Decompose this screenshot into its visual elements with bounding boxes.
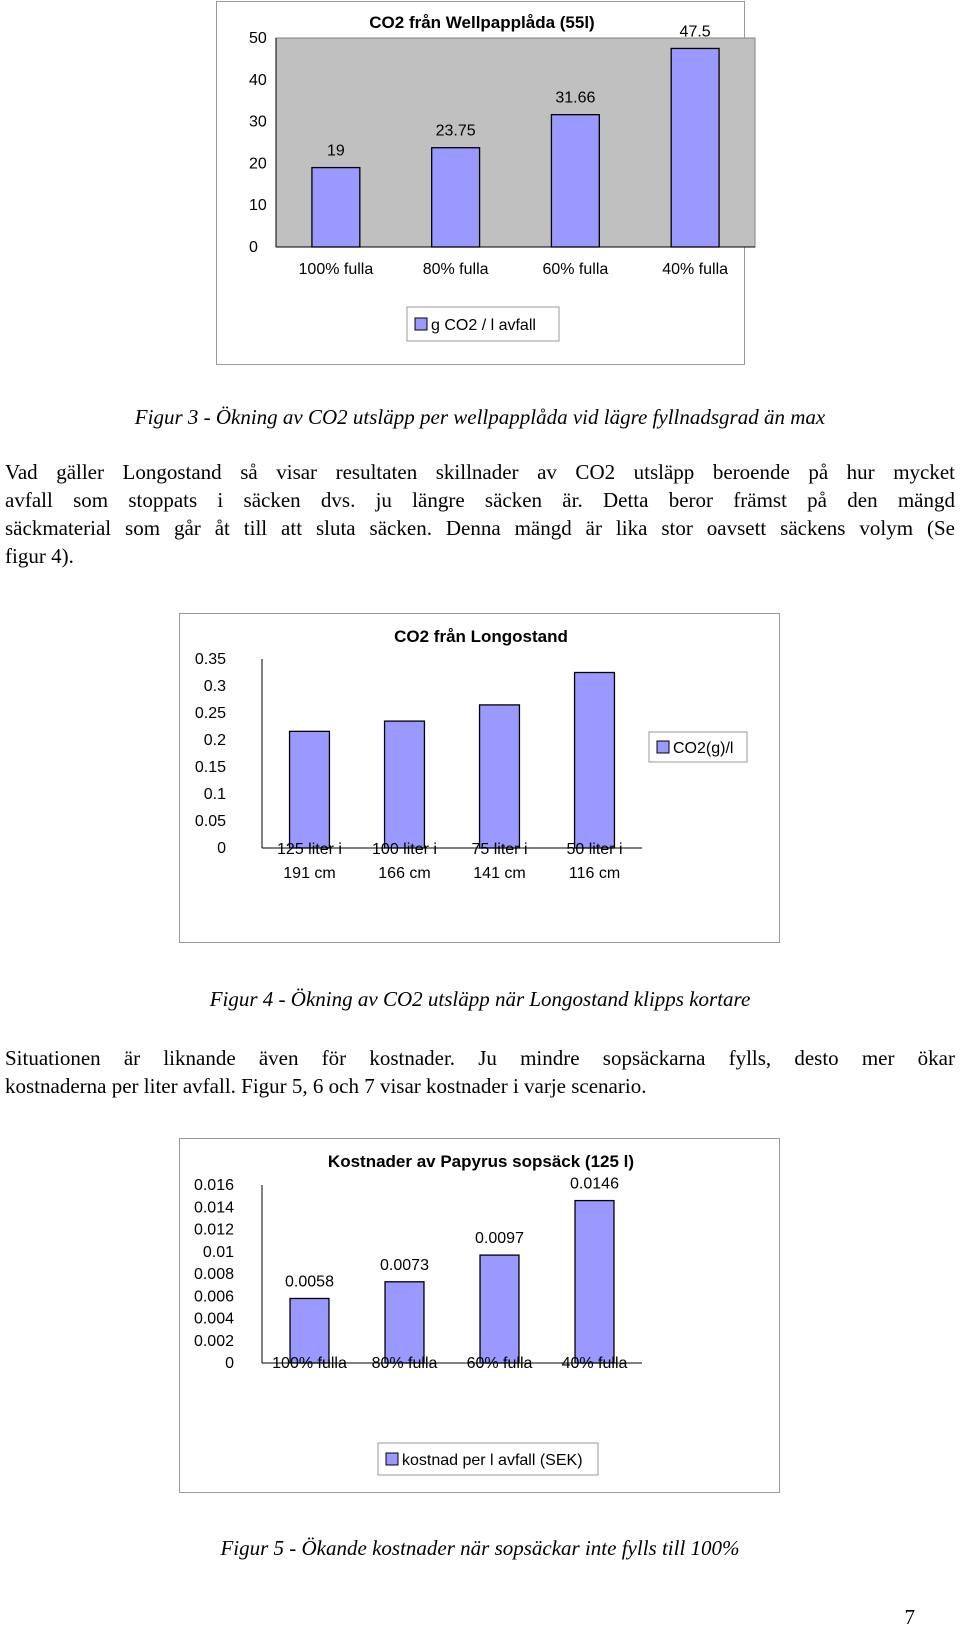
legend-label: CO2(g)/l xyxy=(673,740,734,757)
y-tick-label: 20 xyxy=(249,155,267,173)
bar xyxy=(385,721,425,848)
figure-3-caption: Figur 3 - Ökning av CO2 utsläpp per wellpapplåda vid lägre fyllnadsgrad än max xyxy=(134,405,826,429)
data-label: 0.0097 xyxy=(475,1230,524,1248)
bar xyxy=(575,673,615,849)
chart-co2-longostand xyxy=(179,613,780,943)
chart-co2-wellpapplada-svg xyxy=(217,2,746,366)
chart-title: Kostnader av Papyrus sopsäck (125 l) xyxy=(327,1152,635,1171)
bar xyxy=(290,1298,329,1363)
paragraph-line: figur 4). xyxy=(5,544,74,568)
x-category-label: 100 liter i xyxy=(372,841,437,858)
paragraph-longostand xyxy=(5,458,955,570)
data-label: 47.5 xyxy=(679,23,711,41)
bar xyxy=(551,115,599,247)
bar xyxy=(480,1255,519,1363)
bar xyxy=(432,148,480,247)
y-tick-label: 40 xyxy=(249,71,267,89)
x-category-label: 50 liter i xyxy=(566,841,623,858)
paragraph-line: Situationen är liknande även för kostnader. Ju mindre sopsäckarna fylls, desto mer ökar xyxy=(5,1046,955,1070)
x-category-label: 100% fulla xyxy=(298,261,374,278)
chart-co2-longostand-svg xyxy=(180,614,781,944)
x-category-label: 75 liter i xyxy=(471,841,528,858)
y-tick-label: 0.014 xyxy=(193,1199,234,1217)
y-tick-label: 0.15 xyxy=(194,759,226,776)
chart-title: CO2 från Wellpapplåda (55l) xyxy=(369,13,595,32)
data-label: 31.66 xyxy=(555,89,596,107)
y-tick-label: 0.002 xyxy=(193,1332,234,1350)
y-tick-label: 0.016 xyxy=(193,1177,234,1194)
paragraph-line: Vad gäller Longostand så visar resultaten skillnader av CO2 utsläpp beroende på hur mycket xyxy=(5,460,955,484)
bar xyxy=(385,1282,424,1363)
legend-label: g CO2 / l avfall xyxy=(431,317,536,334)
legend-swatch xyxy=(386,1453,398,1465)
x-category-label: 80% fulla xyxy=(371,1355,438,1372)
paragraph-line: kostnaderna per liter avfall. Figur 5, 6 och 7 visar kostnader i varje scenario. xyxy=(5,1074,647,1098)
paragraph-line: avfall som stoppats i säcken dvs. ju längre säcken är. Detta beror främst på den mängd xyxy=(5,488,955,512)
paragraph-kostnader xyxy=(5,1044,955,1100)
y-tick-label: 0.2 xyxy=(203,732,226,749)
data-label: 23.75 xyxy=(435,122,476,140)
y-tick-label: 0.006 xyxy=(193,1288,234,1306)
bar xyxy=(290,731,330,848)
y-tick-label: 0.1 xyxy=(203,786,226,803)
data-label: 0.0073 xyxy=(380,1256,429,1274)
y-tick-label: 0.35 xyxy=(194,651,226,668)
chart-co2-wellpapplada xyxy=(216,1,745,365)
data-label: 0.0058 xyxy=(285,1273,334,1291)
y-tick-label: 0.05 xyxy=(194,813,226,830)
bar xyxy=(575,1201,614,1363)
legend-label: kostnad per l avfall (SEK) xyxy=(402,1452,583,1469)
chart-kostnader-papyrus-svg xyxy=(180,1139,781,1494)
y-tick-label: 0.004 xyxy=(193,1310,234,1328)
legend-swatch xyxy=(657,741,669,753)
page-number: 7 xyxy=(904,1605,915,1629)
legend-swatch xyxy=(415,318,427,330)
y-tick-label: 10 xyxy=(249,197,267,215)
chart-title: CO2 från Longostand xyxy=(394,627,568,646)
y-tick-label: 0 xyxy=(225,1355,234,1372)
x-category-label: 141 cm xyxy=(473,865,526,882)
data-label: 19 xyxy=(326,142,345,160)
x-category-label: 191 cm xyxy=(283,865,336,882)
x-category-label: 100% fulla xyxy=(272,1355,347,1372)
figure-4-caption: Figur 4 - Ökning av CO2 utsläpp när Longostand klipps kortare xyxy=(209,987,751,1011)
y-tick-label: 0.012 xyxy=(193,1221,234,1239)
y-tick-label: 30 xyxy=(249,113,267,131)
x-category-label: 60% fulla xyxy=(466,1355,533,1372)
figure-5-caption: Figur 5 - Ökande kostnader när sopsäckar inte fylls till 100% xyxy=(220,1536,740,1560)
x-category-label: 60% fulla xyxy=(542,261,609,278)
y-tick-label: 0.25 xyxy=(194,705,226,722)
bar xyxy=(671,48,719,247)
y-tick-label: 0.3 xyxy=(203,678,226,695)
y-tick-label: 0 xyxy=(249,239,258,256)
x-category-label: 116 cm xyxy=(568,865,621,882)
y-tick-label: 0.008 xyxy=(193,1266,234,1283)
data-label: 0.0146 xyxy=(570,1175,619,1193)
y-tick-label: 0 xyxy=(217,840,226,857)
x-category-label: 40% fulla xyxy=(561,1355,628,1372)
x-category-label: 166 cm xyxy=(378,865,431,882)
bar xyxy=(480,705,520,848)
chart-kostnader-papyrus xyxy=(179,1138,780,1493)
y-tick-label: 0.01 xyxy=(202,1243,234,1261)
x-category-label: 125 liter i xyxy=(277,841,342,858)
bar xyxy=(312,168,360,247)
y-tick-label: 50 xyxy=(249,30,267,47)
x-category-label: 80% fulla xyxy=(422,261,489,278)
x-category-label: 40% fulla xyxy=(662,261,729,278)
paragraph-line: säckmaterial som går åt till att sluta säcken. Denna mängd är lika stor oavsett säckens volym (Se xyxy=(5,516,955,540)
